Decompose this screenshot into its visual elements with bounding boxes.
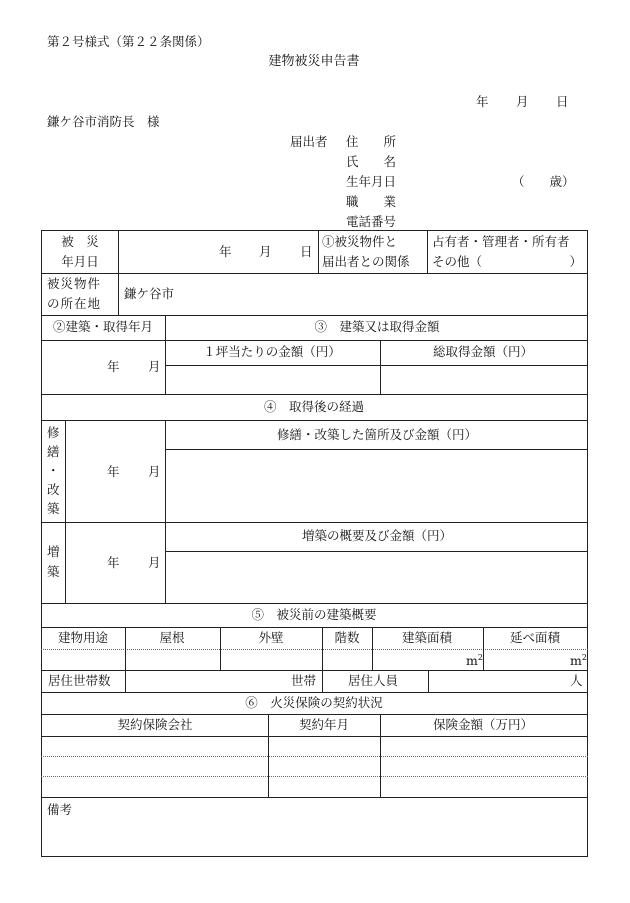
relation-label: ①被災物件と [322,234,398,249]
disaster-date-label: 被 災 [61,234,99,249]
divider [428,670,429,692]
repair-year-label: 年 [107,464,120,479]
divider [318,230,319,273]
total-cost-header: 総取得金額（円） [432,344,534,359]
col-exterior-wall: 外壁 [258,630,284,645]
extension-year-label: 年 [107,555,120,570]
birthdate-label: 生年月日 [346,174,397,189]
applicant-label: 届出者 [290,134,328,149]
divider [125,670,126,692]
extension-header: 増築の概要及び金額（円） [301,528,453,543]
repair-label-char: 繕 [47,444,60,459]
address-label: 住 所 [346,134,397,149]
divider [41,273,588,274]
repair-label-char: ・ [47,463,60,478]
households-label: 居住世帯数 [48,673,111,688]
col-total-floor-area: 延べ面積 [509,630,561,645]
divider [372,627,373,670]
divider [165,449,588,450]
date-year-label: 年 [476,94,489,109]
occupation-label: 職 業 [346,194,397,209]
divider [41,522,588,523]
remarks-label: 備考 [47,802,73,817]
divider [41,340,588,341]
age-label: （ 歳） [512,174,575,189]
divider [165,315,166,394]
divider [125,627,126,670]
dotted-divider [41,649,588,650]
disaster-month-label: 月 [259,244,272,259]
extension-month-label: 月 [148,555,161,570]
divider [322,627,323,692]
disaster-day-label: 日 [300,244,313,259]
households-unit: 世帯 [291,673,317,688]
after-acquisition-header: ④ 取得後の経過 [263,399,365,414]
per-tsubo-header: １坪当たりの金額（円） [203,344,341,359]
divider [165,551,588,552]
divider [41,736,588,737]
name-label: 氏 名 [346,154,397,169]
divider [41,420,588,421]
divider [165,420,166,603]
divider [483,627,484,670]
relation-options: 占有者・管理者・所有者 [432,234,570,249]
relation-other: その他（ ） [432,254,583,269]
location-label: の所在地 [47,296,102,311]
construction-date-label: ②建築・取得年月 [52,319,154,334]
disaster-year-label: 年 [219,244,232,259]
divider [41,797,588,798]
form-number: 第２号様式（第２２条関係） [47,34,210,49]
divider [427,230,428,273]
divider [41,627,588,628]
divider [41,315,588,316]
area-unit: $m^2$ [466,653,483,669]
col-building-use: 建物用途 [57,630,109,645]
repair-label-char: 修 [47,425,60,440]
cost-section-header: ③ 建築又は取得金額 [314,319,440,334]
col-floors: 階数 [334,630,360,645]
phone-label: 電話番号 [346,214,397,229]
divider [41,394,588,395]
repair-header: 修繕・改築した箇所及び金額（円） [276,427,478,442]
repair-label-char: 築 [47,501,60,516]
page-title: 建物被災申告書 [268,54,360,69]
repair-month-label: 月 [148,464,161,479]
divider [380,714,381,797]
construction-month-label: 月 [148,359,161,374]
divider [65,420,66,603]
residents-unit: 人 [570,673,583,688]
addressee: 鎌ケ谷市消防長 様 [47,114,160,129]
relation-label: 届出者との関係 [322,254,410,269]
residents-label: 居住人員 [348,673,399,688]
location-value: 鎌ケ谷市 [124,286,175,301]
col-insurance-amount: 保険金額（万円） [432,717,534,732]
extension-label-char: 増 [47,544,60,559]
divider [165,365,588,366]
divider [380,340,381,394]
date-month-label: 月 [516,94,529,109]
divider [220,627,221,670]
area-unit: $m^2$ [570,653,587,669]
col-contract-date: 契約年月 [298,717,350,732]
dotted-divider [41,756,588,757]
construction-year-label: 年 [107,359,120,374]
disaster-date-label: 年月日 [61,254,99,269]
divider [41,714,588,715]
col-building-area: 建築面積 [401,630,453,645]
col-roof: 屋根 [159,630,185,645]
dotted-divider [41,776,588,777]
repair-label-char: 改 [47,482,60,497]
date-day-label: 日 [556,94,569,109]
building-overview-header: ⑤ 被災前の建築概要 [251,607,377,622]
col-insurance-company: 契約保険会社 [117,717,193,732]
extension-label-char: 築 [47,564,60,579]
divider [268,714,269,797]
divider [118,230,119,315]
divider [41,603,588,604]
location-label: 被災物件 [47,276,102,291]
insurance-header: ⑥ 火災保険の契約状況 [245,695,383,710]
divider [41,670,588,671]
divider [41,692,588,693]
